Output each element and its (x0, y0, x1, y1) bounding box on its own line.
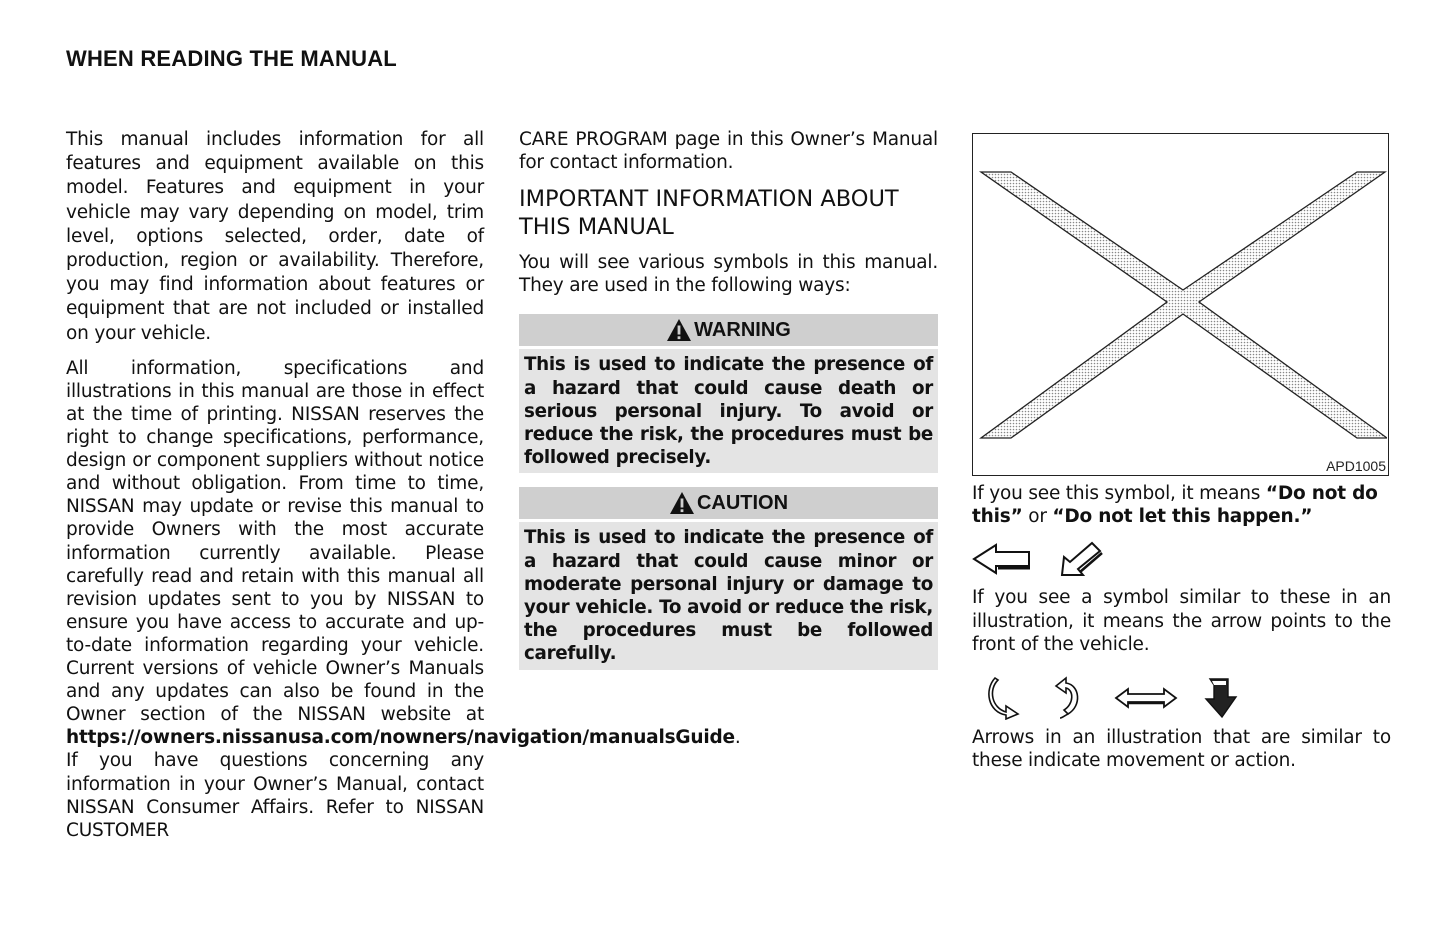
warning-text: This is used to indicate the presence of a hazard that could cause death or serious personal injury. To avoid or reduce the risk, the procedures must be followed precisely. (519, 349, 938, 473)
movement-arrows-row (972, 676, 1391, 720)
warning-triangle-icon (666, 318, 692, 342)
caution-text: This is used to indicate the presence of a hazard that could cause minor or moderate personal injury or damage to your vehicle. To avoid or reduce the risk, the procedures must be followed carefully. (519, 522, 938, 669)
do-not-bold1: “Do not do this” (972, 483, 1378, 528)
info-text: All information, specifications and illustrations in this manual are those in effect at the time of printing. NISSAN reserves the right to change specifications, performance, design or component suppliers without notice and without obligation. From time to time, NISSAN may update or revise this manual to provide Owners with the most accurate information currently available. Please carefully read and retain with this manual all revision updates sent to you by NISSAN to ensure you have access to accurate and up-to-date information regarding your vehicle. Current versions of vehicle Owner’s Manuals and any updates can also be found in the Owner section of the NISSAN website at (66, 357, 484, 726)
front-arrow-text: If you see a symbol similar to these in an illustration, it means the arrow points to the front of the vehicle. (972, 587, 1391, 655)
front-arrows-row (972, 538, 1391, 580)
x-mark-icon (973, 134, 1387, 474)
caution-box (519, 487, 938, 669)
warning-header (519, 314, 938, 346)
arrow-diagonal-icon (1058, 539, 1110, 579)
arrow-left-icon (972, 541, 1032, 577)
do-not-prefix: If you see this symbol, it means (972, 483, 1266, 504)
movement-text: Arrows in an illustration that are similar to these indicate movement or action. (972, 727, 1391, 772)
section-header: WHEN READING THE MANUAL (66, 46, 397, 71)
do-not-text (972, 482, 1391, 528)
figure-label: APD1005 (1326, 458, 1386, 474)
do-not-bold2: “Do not let this happen.” (1052, 506, 1313, 528)
warning-label: WARNING (694, 318, 791, 341)
do-not-or: or (1022, 506, 1053, 528)
intro-paragraph: This manual includes information for all features and equipment available on this model. Features and equipment in your vehicle may vary depending on model, trim level, options selected, order, date of production, region or availability. Therefore, you may find information about features or equipment that are not included or installed on your vehicle. (66, 129, 484, 344)
arrow-down-icon (1202, 677, 1242, 719)
continued-paragraph: CARE PROGRAM page in this Owner’s Manual for contact information. (519, 129, 938, 174)
warning-box (519, 314, 938, 473)
symbols-intro: You will see various symbols in this manual. They are used in the following ways: (519, 252, 938, 297)
info-text-end: . If you have questions concerning any information in your Owner’s Manual, contact NISSAN Consumer Affairs. Refer to NISSAN CUSTOMER (66, 727, 741, 841)
column-middle (519, 128, 938, 670)
column-right (972, 128, 1391, 772)
double-arrow-icon (1114, 685, 1178, 711)
curved-arrow-down-icon (988, 676, 1028, 720)
important-info-heading: IMPORTANT INFORMATION ABOUT THIS MANUAL (519, 186, 899, 241)
warning-triangle-icon (669, 491, 695, 515)
website-link[interactable]: https://owners.nissanusa.com/nowners/navigation/manualsGuide (66, 727, 735, 749)
curved-arrow-return-icon (1050, 676, 1086, 720)
caution-header (519, 487, 938, 519)
caution-label: CAUTION (696, 491, 789, 514)
do-not-figure (972, 133, 1389, 476)
